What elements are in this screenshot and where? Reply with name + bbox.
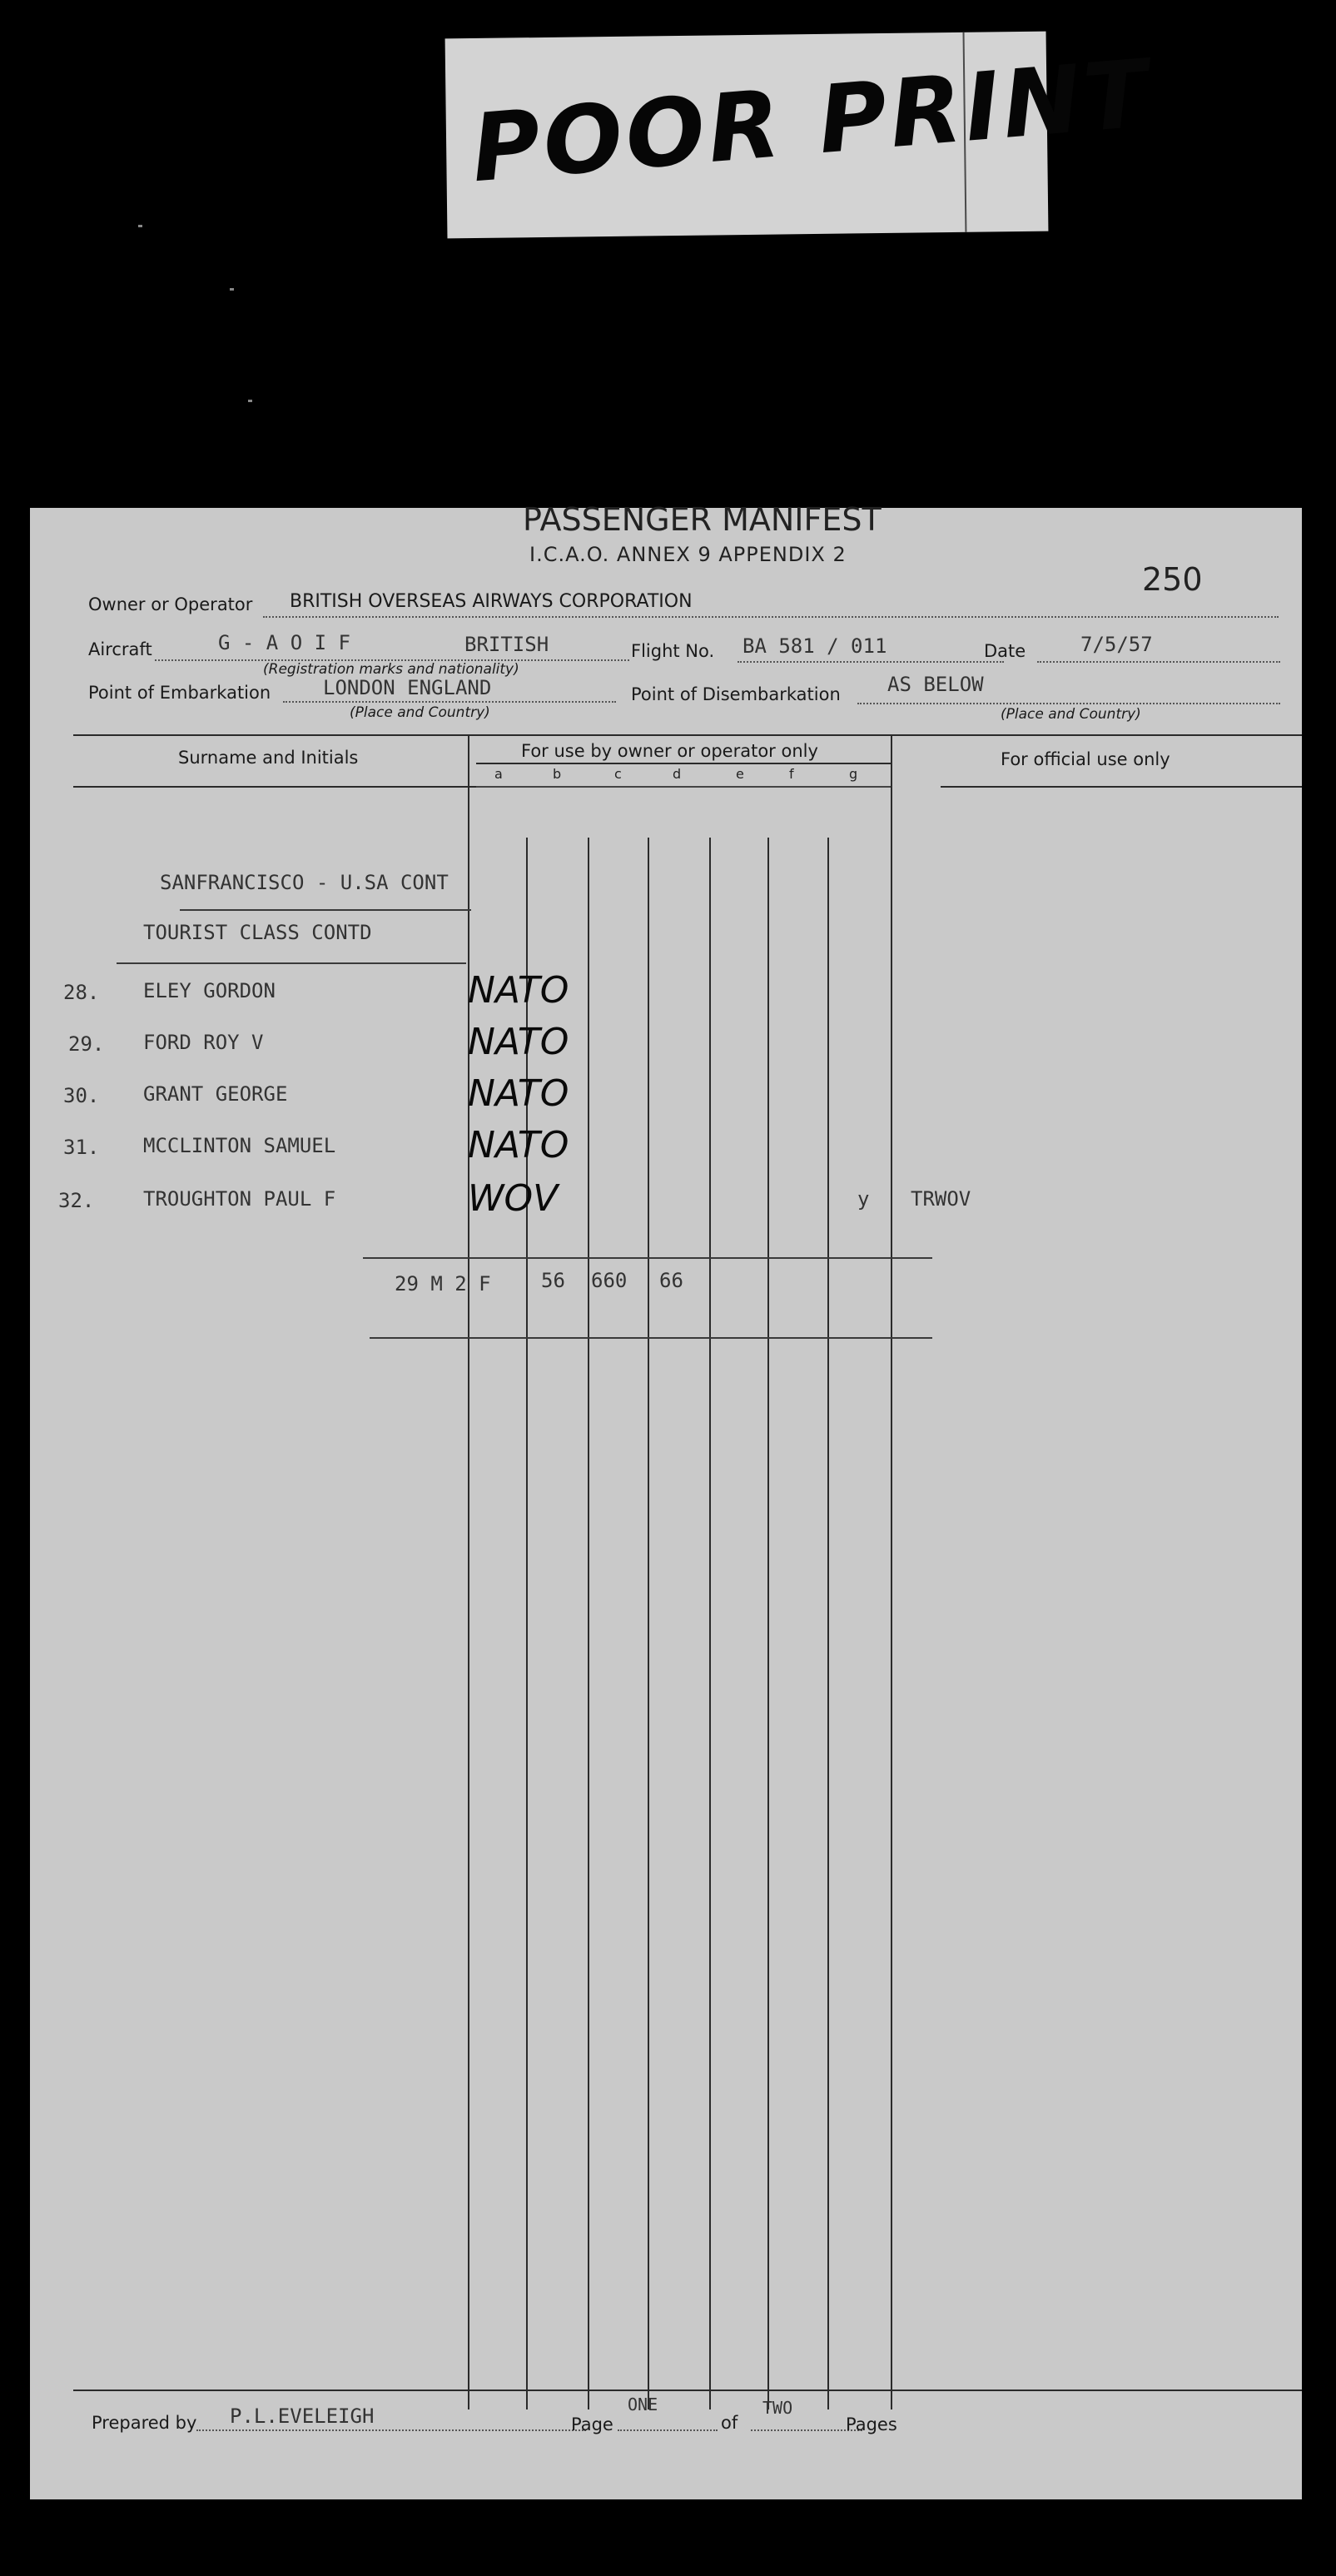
- page-value: ONE: [628, 2394, 658, 2414]
- embarkation-label: Point of Embarkation: [88, 683, 271, 703]
- row-number: 32.: [58, 1189, 95, 1212]
- aircraft-registration: G - A O I F: [218, 631, 350, 654]
- prepared-value: P.L.EVELEIGH: [230, 2404, 375, 2428]
- passenger-name: FORD ROY V: [143, 1031, 264, 1054]
- owner-dotted-line: [263, 616, 1279, 618]
- owner-label: Owner or Operator: [88, 594, 253, 614]
- row-number: 30.: [63, 1084, 100, 1107]
- prepared-dotted-line: [196, 2429, 586, 2431]
- embarkation-note: (Place and Country): [350, 704, 490, 721]
- subcol-letter: c: [614, 766, 622, 782]
- handwritten-mark: NATO: [468, 1124, 569, 1166]
- subcol-letter: e: [736, 766, 744, 782]
- aircraft-nationality: BRITISH: [464, 633, 549, 656]
- class-underline: [117, 962, 466, 964]
- row-number: 29.: [68, 1032, 105, 1056]
- date-dotted-line: [1037, 661, 1280, 663]
- totals-mf: 29 M 2 F: [395, 1272, 491, 1295]
- subcol-letter: a: [494, 766, 503, 782]
- page-label: Page: [571, 2414, 613, 2434]
- aircraft-note: (Registration marks and nationality): [263, 661, 519, 678]
- table-top-rule: [73, 734, 1302, 736]
- of-label: of: [721, 2413, 738, 2433]
- official-header-rule: [941, 786, 1302, 788]
- handwritten-mark: NATO: [468, 1072, 569, 1115]
- poor-print-stamp: POOR PRINT: [467, 39, 1155, 204]
- section-underline: [180, 909, 471, 911]
- col-line: [648, 838, 649, 2409]
- embarkation-value: LONDON ENGLAND: [323, 676, 492, 699]
- flight-dotted-line: [738, 661, 1004, 663]
- embarkation-dotted-line: [283, 701, 616, 703]
- manifest-title: PASSENGER MANIFEST: [523, 501, 882, 538]
- subcol-letter: b: [553, 766, 562, 782]
- col-owner-header: For use by owner or operator only: [521, 741, 818, 761]
- poor-print-label: [445, 32, 1155, 239]
- page-dotted-line: [618, 2429, 718, 2431]
- aircraft-label: Aircraft: [88, 639, 152, 659]
- official-use-value: TRWOV: [911, 1187, 971, 1211]
- totals-c: 660: [591, 1269, 628, 1292]
- subcol-letter: g: [849, 766, 858, 782]
- handwritten-mark: NATO: [468, 1021, 569, 1063]
- handwritten-mark: WOV: [468, 1177, 559, 1220]
- passenger-name: TROUGHTON PAUL F: [143, 1187, 336, 1211]
- owner-value: BRITISH OVERSEAS AIRWAYS CORPORATION: [290, 591, 693, 612]
- class-heading: TOURIST CLASS CONTD: [143, 921, 372, 944]
- of-value: TWO: [762, 2398, 793, 2418]
- section-heading: SANFRANCISCO - U.SA CONT: [160, 871, 449, 894]
- col-line: [827, 838, 829, 2409]
- passenger-name: ELEY GORDON: [143, 979, 276, 1002]
- flight-label: Flight No.: [631, 641, 715, 661]
- col-line: [767, 838, 769, 2409]
- subcol-letter: f: [789, 766, 794, 782]
- subcol-letter: d: [673, 766, 682, 782]
- manifest-subtitle: I.C.A.O. ANNEX 9 APPENDIX 2: [529, 543, 847, 566]
- totals-bottom-rule: [370, 1337, 932, 1339]
- totals-b: 56: [541, 1269, 565, 1292]
- passenger-name: GRANT GEORGE: [143, 1082, 288, 1106]
- col-official-header: For official use only: [1001, 749, 1170, 769]
- disembarkation-dotted-line: [857, 703, 1280, 704]
- disembarkation-value: AS BELOW: [887, 673, 984, 696]
- sheet-number: 250: [1142, 561, 1203, 598]
- speck: [230, 288, 234, 291]
- totals-top-rule: [363, 1257, 932, 1259]
- col-line: [709, 838, 711, 2409]
- disembarkation-note: (Place and Country): [1001, 706, 1141, 723]
- date-value: 7/5/57: [1080, 633, 1153, 656]
- date-label: Date: [984, 641, 1026, 661]
- name-header-rule: [73, 786, 476, 788]
- row-number: 28.: [63, 981, 100, 1004]
- totals-d: 66: [659, 1269, 683, 1292]
- col-line: [891, 734, 892, 2409]
- prepared-label: Prepared by: [92, 2413, 197, 2433]
- speck: [138, 225, 142, 227]
- col-name-header: Surname and Initials: [178, 748, 359, 768]
- speck: [248, 400, 252, 402]
- disembarkation-label: Point of Disembarkation: [631, 684, 841, 704]
- passenger-name: MCCLINTON SAMUEL: [143, 1134, 336, 1157]
- row-number: 31.: [63, 1136, 100, 1159]
- handwritten-mark: NATO: [468, 969, 569, 1012]
- flight-number: BA 581 / 011: [742, 634, 887, 658]
- col-line: [588, 838, 589, 2409]
- footer-rule: [73, 2390, 1302, 2391]
- subcol-header-rule: [476, 786, 892, 788]
- col-g-value: y: [857, 1187, 870, 1211]
- passenger-manifest-sheet: [30, 501, 1302, 2499]
- owner-header-rule: [476, 763, 892, 764]
- pages-label: Pages: [846, 2414, 897, 2434]
